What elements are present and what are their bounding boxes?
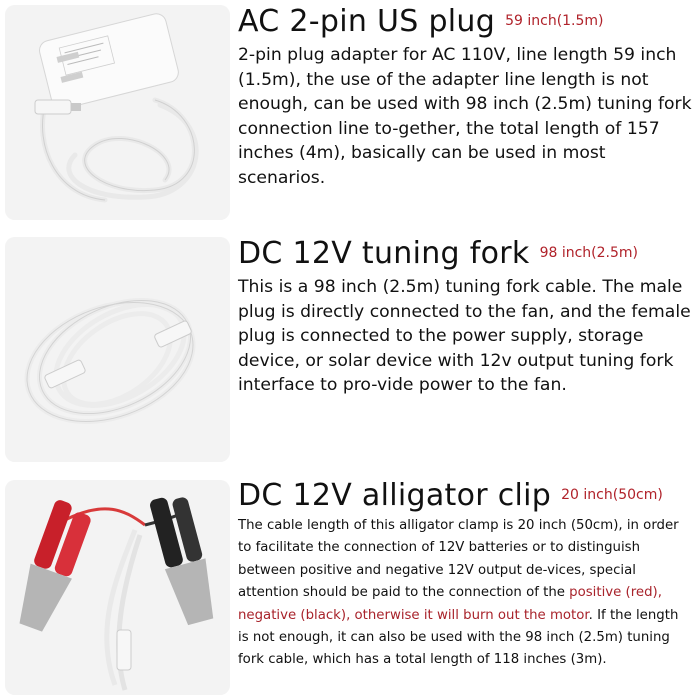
ac-adapter-photo xyxy=(5,5,230,220)
alligator-clip-heading xyxy=(238,478,693,513)
tuning-fork-cable-image xyxy=(5,237,230,462)
alligator-clip-photo xyxy=(5,480,230,695)
alligator-clip-section xyxy=(238,478,693,672)
tuning-fork-heading xyxy=(238,236,693,271)
section-title: DC 12V alligator clip xyxy=(238,478,552,513)
section-title: DC 12V tuning fork xyxy=(238,236,530,271)
negative-black-text: negative (black) xyxy=(238,607,347,623)
section-description: This is a 98 inch (2.5m) tuning fork cable. The male plug is directly connected to the fan, and the female plug is connected to the power supply, storage device, or solar device with 12v output tuning fork interface to pro-vide power to the fan. xyxy=(238,277,691,395)
section-description xyxy=(238,515,693,672)
warning-text: , otherwise it will burn out the motor xyxy=(346,607,589,623)
positive-red-text: positive (red) xyxy=(569,585,658,601)
length-label: 98 inch(2.5m) xyxy=(539,245,638,261)
ac-plug-section xyxy=(238,4,693,190)
length-label: 20 inch(50cm) xyxy=(561,487,663,503)
section-title: AC 2-pin US plug xyxy=(238,4,496,39)
separator-text: , xyxy=(657,585,662,601)
ac-adapter-image xyxy=(5,5,230,220)
tuning-fork-cable-photo xyxy=(5,237,230,462)
section-description: 2-pin plug adapter for AC 110V, line length 59 inch (1.5m), the use of the adapter line length is not enough, can be used with 98 inch (2.5m) tuning fork connection line to-gether, the total length of 157 inches (4m), basically can be used in most scenarios. xyxy=(238,45,692,188)
ac-plug-heading xyxy=(238,4,693,39)
length-label: 59 inch(1.5m) xyxy=(505,13,604,29)
description-text-end: . If the length is not enough, it can also be used with the 98 inch (2.5m) tuning fork cable, which has a total length of 118 inches (3m). xyxy=(238,607,679,668)
alligator-clip-image xyxy=(5,480,230,695)
tuning-fork-section xyxy=(238,236,693,398)
description-text: The cable length of this alligator clamp is 20 inch (50cm), in order to facilitate the connection of 12V batteries or to distinguish between positive and negative 12V output de-vices, special attention should be paid to the connection of the xyxy=(238,518,679,601)
